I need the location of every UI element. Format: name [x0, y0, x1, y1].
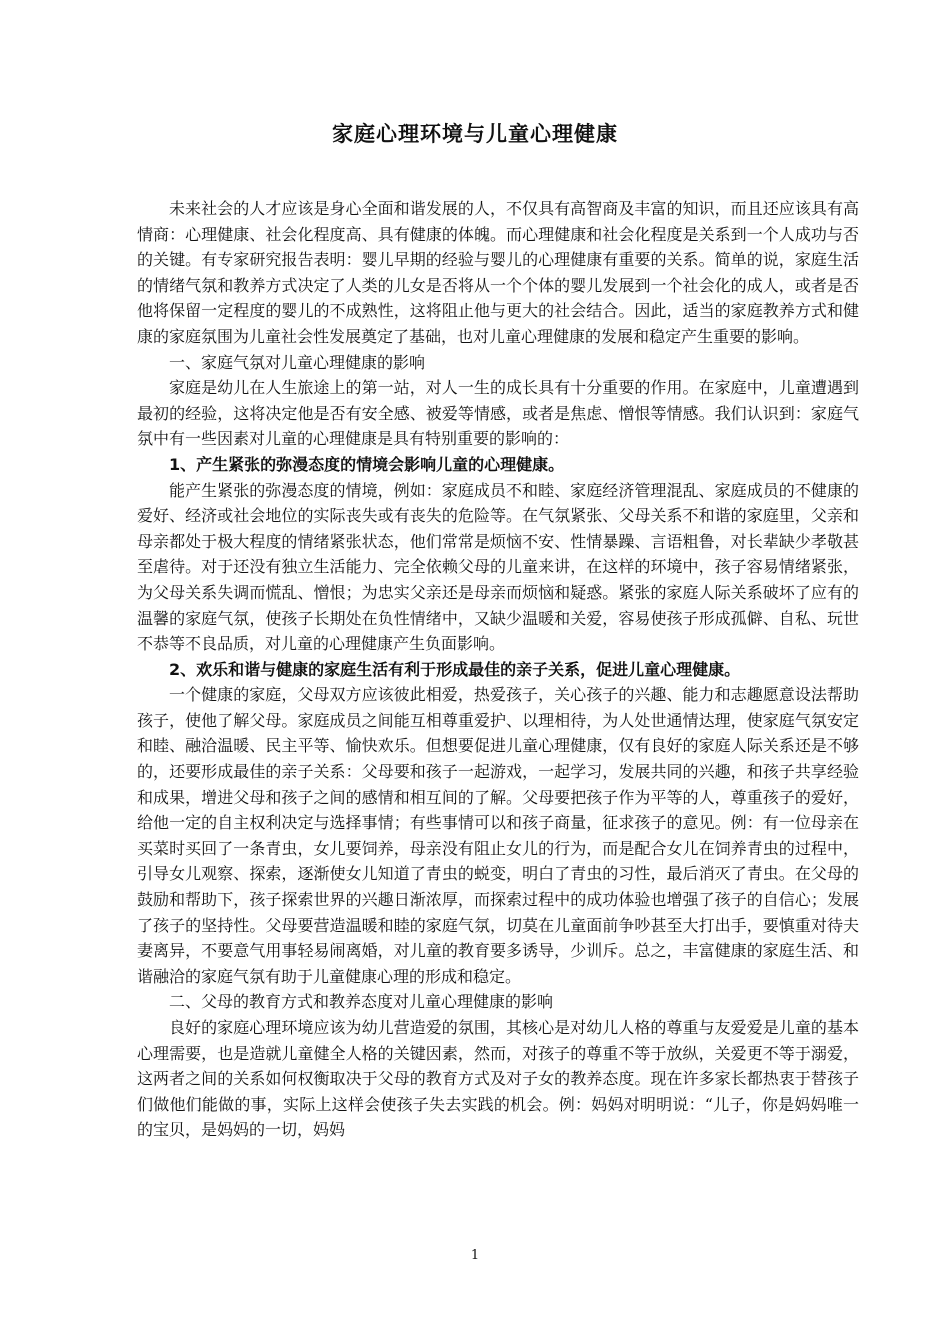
subheading-1-paragraph: 能产生紧张的弥漫态度的情境，例如：家庭成员不和睦、家庭经济管理混乱、家庭成员的不健康的爱好、经济或社会地位的实际丧失或有丧失的危险等。在气氛紧张、父母关系不和谐的家庭里，父亲和母亲都处于极大程度的情绪紧张状态，他们常常是烦恼不安、性情暴躁、言语粗鲁，对长辈缺少孝敬甚至虐待。对于还没有独立生活能力、完全依赖父母的儿童来讲，在这样的环境中，孩子容易情绪紧张，为父母关系失调而慌乱、憎恨；为忠实父亲还是母亲而烦恼和疑惑。紧张的家庭人际关系破坏了应有的温馨的家庭气氛，使孩子长期处在负性情绪中，又缺少温暖和关爱，容易使孩子形成孤僻、自私、玩世不恭等不良品质，对儿童的心理健康产生负面影响。: [137, 480, 859, 654]
subheading-2: 2、欢乐和谐与健康的家庭生活有利于形成最佳的亲子关系，促进儿童心理健康。: [169, 659, 741, 679]
subheading-1: 1、产生紧张的弥漫态度的情境会影响儿童的心理健康。: [169, 454, 565, 474]
section-1-paragraph: 家庭是幼儿在人生旅途上的第一站，对人一生的成长具有十分重要的作用。在家庭中，儿童遭遇到最初的经验，这将决定他是否有安全感、被爱等情感，或者是焦虑、憎恨等情感。我们认识到：家庭气氛中有一些因素对儿童的心理健康是具有特别重要的影响的：: [137, 378, 859, 449]
section-heading-2: 二、父母的教育方式和教养态度对儿童心理健康的影响: [169, 992, 554, 1012]
page-number: 1: [470, 1248, 480, 1263]
subheading-2-paragraph: 一个健康的家庭，父母双方应该彼此相爱，热爱孩子，关心孩子的兴趣、能力和志趣愿意设法帮助孩子，使他了解父母。家庭成员之间能互相尊重爱护、以理相待，为人处世通情达理，使家庭气氛安定和睦、融洽温暖、民主平等、愉快欢乐。但想要促进儿童心理健康，仅有良好的家庭人际关系还是不够的，还要形成最佳的亲子关系：父母要和孩子一起游戏，一起学习，发展共同的兴趣，和孩子共享经验和成果，增进父母和孩子之间的感情和相互间的了解。父母要把孩子作为平等的人，尊重孩子的爱好，给他一定的自主权利决定与选择事情；有些事情可以和孩子商量，征求孩子的意见。例：有一位母亲在买菜时买回了一条青虫，女儿要饲养，母亲没有阻止女儿的行为，而是配合女儿在饲养青虫的过程中，引导女儿观察、探索，逐渐使女儿知道了青虫的蜕变，明白了青虫的习性，最后消灭了青虫。在父母的鼓励和帮助下，孩子探索世界的兴趣日渐浓厚，而探索过程中的成功体验也增强了孩子的自信心；发展了孩子的坚持性。父母要营造温暖和睦的家庭气氛，切莫在儿童面前争吵甚至大打出手，要慎重对待夫妻离异，不要意气用事轻易闹离婚，对儿童的教育要多诱导，少训斥。总之，丰富健康的家庭生活、和谐融洽的家庭气氛有助于儿童健康心理的形成和稳定。: [137, 685, 859, 986]
intro-paragraph: 未来社会的人才应该是身心全面和谐发展的人，不仅具有高智商及丰富的知识，而且还应该具有高情商：心理健康、社会化程度高、具有健康的体魄。而心理健康和社会化程度是关系到一个人成功与否的关键。有专家研究报告表明：婴儿早期的经验与婴儿的心理健康有重要的关系。简单的说，家庭生活的情绪气氛和教养方式决定了人类的儿女是否将从一个个体的婴儿发展到一个社会化的成人，或者是否他将保留一定程度的婴儿的不成熟性，这将阻止他与更大的社会结合。因此，适当的家庭教养方式和健康的家庭氛围为儿童社会性发展奠定了基础，也对儿童心理健康的发展和稳定产生重要的影响。: [137, 199, 859, 346]
section-heading-1: 一、家庭气氛对儿童心理健康的影响: [169, 352, 426, 372]
section-2-paragraph: 良好的家庭心理环境应该为幼儿营造爱的氛围，其核心是对幼儿人格的尊重与友爱爱是儿童的基本心理需要，也是造就儿童健全人格的关键因素，然而，对孩子的尊重不等于放纵，关爱更不等于溺爱，这两者之间的关系如何权衡取决于父母的教育方式及对子女的教养态度。现在许多家长都热衷于替孩子们做他们能做的事，实际上这样会使孩子失去实践的机会。例：妈妈对明明说：“儿子，你是妈妈唯一的宝贝，是妈妈的一切，妈妈: [137, 1018, 859, 1140]
document-body: [137, 196, 859, 1143]
page-title: 家庭心理环境与儿童心理健康: [332, 122, 618, 147]
